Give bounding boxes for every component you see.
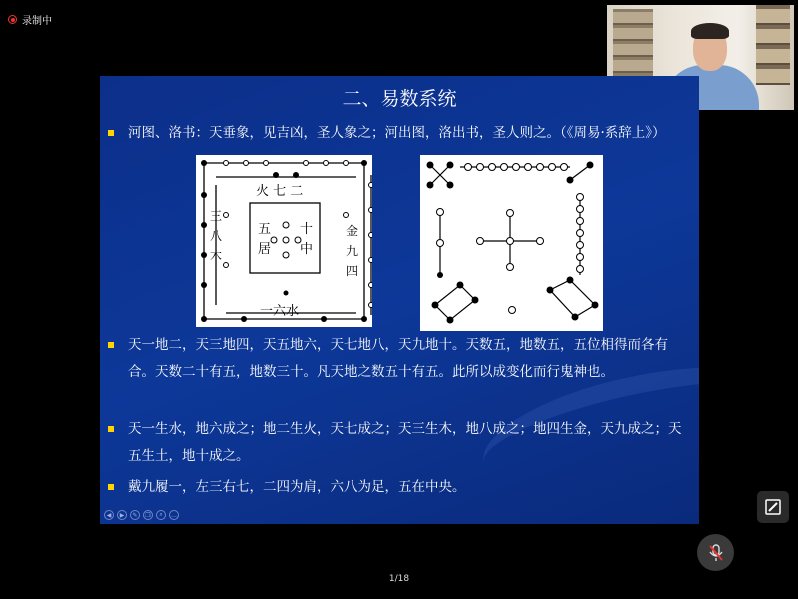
- bullet-1: [108, 120, 688, 147]
- slide-nav-toolbar: [104, 510, 179, 520]
- more-icon[interactable]: …: [171, 511, 177, 519]
- bookshelf-right: [756, 5, 790, 85]
- hetu-right-2: 九: [346, 244, 359, 258]
- hetu-center-right: 十: [300, 222, 314, 237]
- hetu-left-2: 八: [210, 229, 223, 243]
- bullet-marker: [108, 342, 114, 348]
- bullet-2: [108, 332, 688, 386]
- bookshelf-left: [613, 9, 653, 81]
- hetu-right-3: 四: [346, 264, 359, 278]
- presenter-hair: [691, 23, 729, 39]
- mic-muted-icon: [707, 543, 725, 563]
- bullet-marker: [108, 484, 114, 490]
- page-indicator: 1/18: [388, 574, 410, 584]
- hetu-bottom-label: 一六水: [260, 304, 300, 319]
- hetu-left-1: 三: [210, 209, 223, 223]
- bullet-4: [108, 474, 688, 501]
- bullet-text: 戴九履一，左三右七，二四为肩，六八为足，五在中央。: [128, 479, 466, 495]
- bullet-text: 天一生水，地六成之；地二生火，天七成之；天三生木，地八成之；地四生金，天九成之；天五生土，地十成之。: [128, 421, 682, 464]
- zoom-icon[interactable]: ⌕: [156, 510, 166, 520]
- hetu-center-left2: 居: [258, 242, 272, 257]
- pencil-icon[interactable]: ✎: [130, 510, 140, 520]
- bullet-3: [108, 416, 688, 470]
- pen-button[interactable]: [757, 491, 789, 523]
- hetu-right-1: 金: [346, 224, 359, 238]
- bullet-text: 天一地二，天三地四，天五地六，天七地八，天九地十。天数五，地数五，五位相得而各有合。天数二十有五，地数三十。凡天地之数五十有五。此所以成变化而行鬼神也。: [128, 337, 668, 380]
- mic-mute-button[interactable]: [697, 534, 734, 571]
- recording-label: 录制中: [22, 16, 52, 27]
- bullet-marker: [108, 130, 114, 136]
- hetu-center-left: 五: [258, 222, 272, 237]
- hetu-left-3: 木: [210, 249, 223, 263]
- luoshu-svg: [420, 155, 603, 331]
- hetu-top-label: 火 七 二: [256, 184, 304, 199]
- hetu-diagram: [196, 155, 372, 327]
- next-icon[interactable]: ▶: [117, 510, 127, 520]
- hetu-center-right2: 中: [300, 242, 314, 257]
- hetu-svg: [196, 155, 372, 327]
- slide-title: 二、易数系统: [342, 88, 457, 110]
- luoshu-diagram: [420, 155, 603, 331]
- recording-indicator: [8, 12, 52, 27]
- copy-icon[interactable]: ❐: [143, 510, 153, 520]
- bullet-text: 河图、洛书：天垂象，见吉凶，圣人象之；河出图，洛出书，圣人则之。（《周易·系辞上》）: [128, 125, 666, 141]
- presentation-slide: [100, 76, 699, 524]
- bullet-marker: [108, 426, 114, 432]
- record-icon: [8, 15, 17, 24]
- pen-icon: [764, 498, 782, 516]
- prev-icon[interactable]: ◀: [104, 510, 114, 520]
